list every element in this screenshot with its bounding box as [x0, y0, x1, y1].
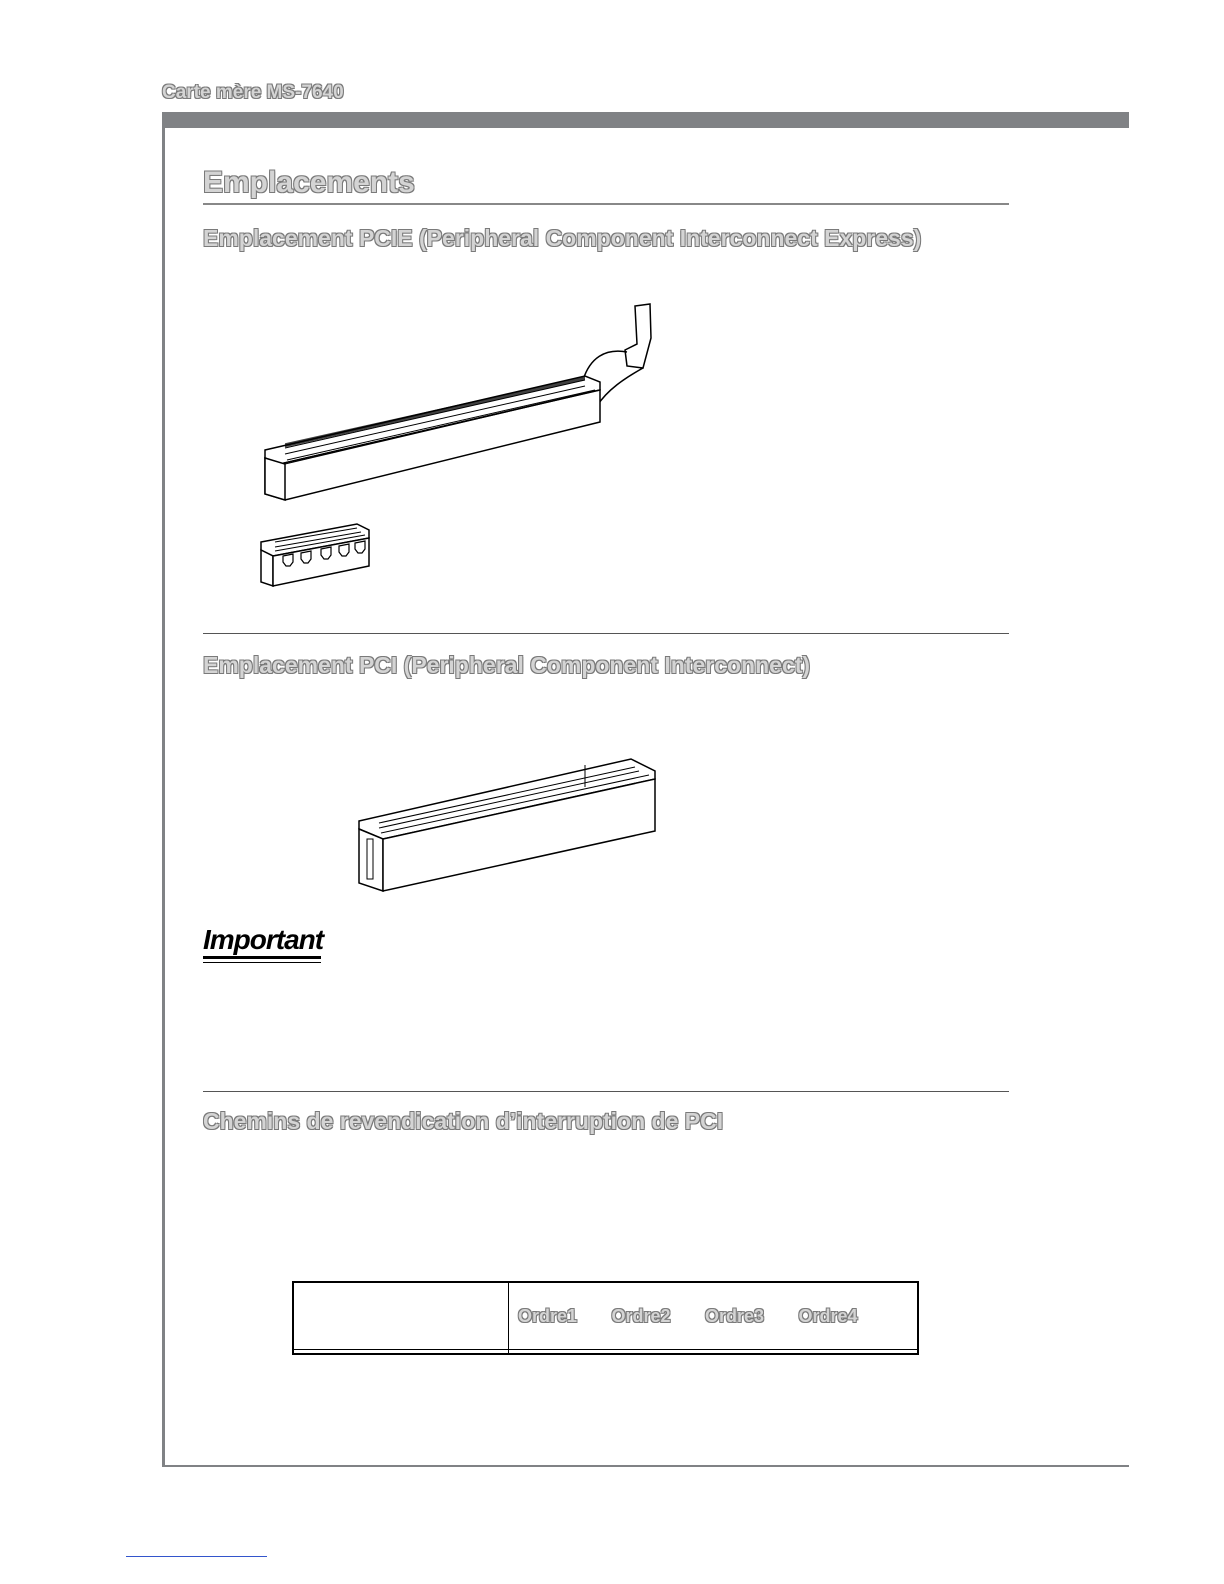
column-header: Ordre1 [518, 1305, 578, 1326]
irq-routing-table [292, 1281, 919, 1355]
table-row [293, 1282, 918, 1350]
table-cell [293, 1282, 509, 1350]
important-underline [203, 956, 321, 959]
pcie-x16-slot-illustration [255, 298, 675, 508]
table-header-cell [509, 1282, 919, 1350]
important-underline-thin [203, 962, 321, 963]
title-underline [203, 203, 1009, 205]
pcie-slot-heading: Emplacement PCIE (Peripheral Component Interconnect Express) [203, 225, 922, 251]
section-title: Emplacements [203, 166, 415, 199]
table-cell [293, 1350, 509, 1355]
important-label: Important [203, 924, 324, 955]
column-header: Ordre2 [611, 1305, 671, 1326]
pci-slot-heading: Emplacement PCI (Peripheral Component Interconnect) [203, 652, 811, 678]
section-divider [203, 1091, 1009, 1092]
pci-slot-illustration [355, 755, 665, 895]
pcie-x1-slot-illustration [257, 520, 377, 590]
footer-link-underline[interactable] [126, 1556, 267, 1557]
section-divider [203, 633, 1009, 634]
irq-routing-heading: Chemins de revendication d’interruption de PCI [203, 1108, 724, 1134]
column-header: Ordre4 [798, 1305, 858, 1326]
left-margin-rule [162, 112, 165, 1467]
page-header-title: Carte mère MS-7640 [162, 82, 344, 103]
column-header: Ordre3 [704, 1305, 764, 1326]
table-cell [509, 1350, 919, 1355]
footer-rule [162, 1465, 1129, 1467]
table-row [293, 1350, 918, 1355]
header-bar [162, 112, 1129, 128]
